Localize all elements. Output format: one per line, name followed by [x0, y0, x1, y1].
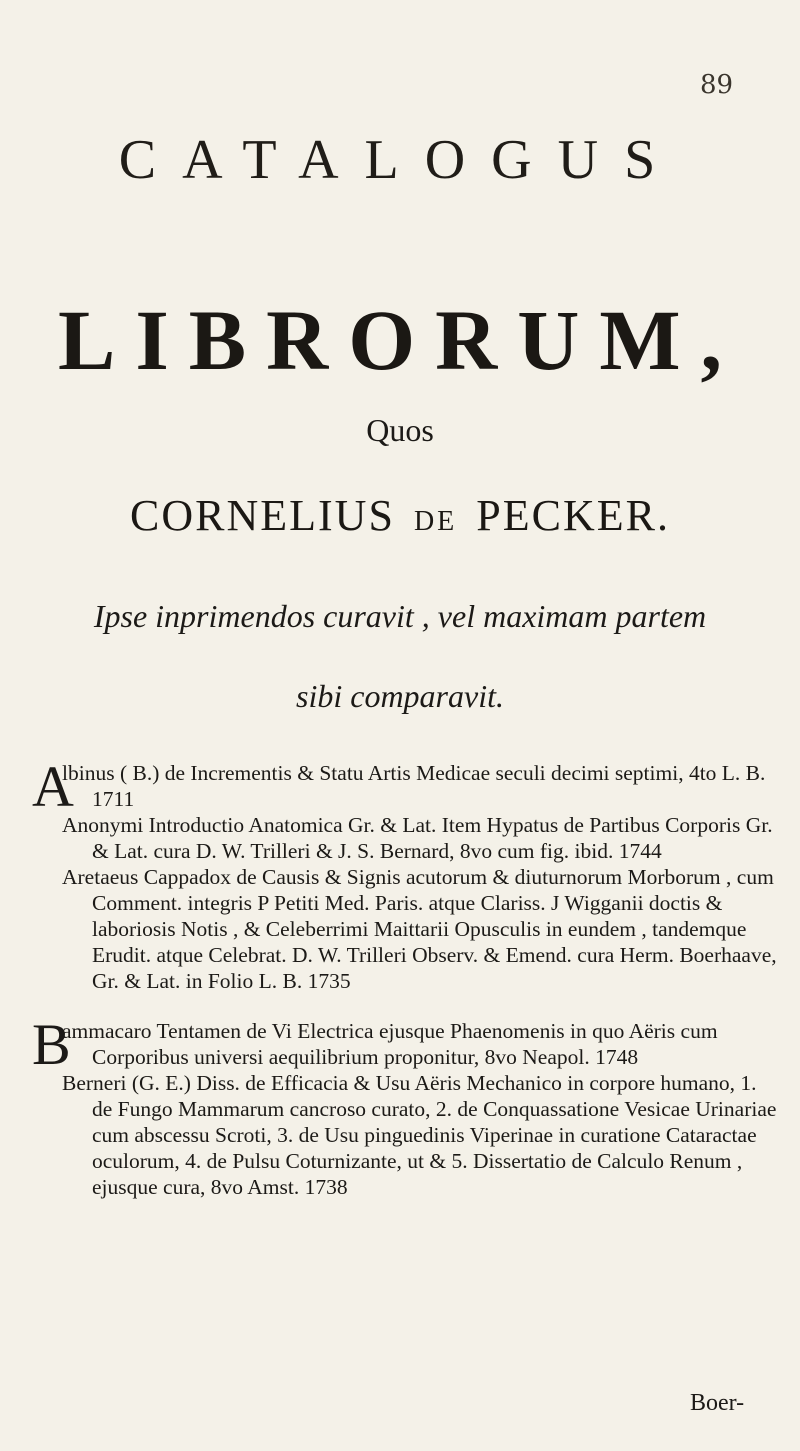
- drop-cap: A: [32, 754, 74, 819]
- subtitle-line-1: Ipse inprimendos curavit , vel maximam partem: [93, 598, 707, 634]
- editor-name: [0, 490, 800, 541]
- editor-particle: DE: [413, 506, 458, 537]
- title-catalogus: CATALOGUS: [118, 129, 682, 191]
- subtitle-line-2: sibi comparavit.: [296, 678, 504, 714]
- entry-group-b: [32, 1012, 782, 1200]
- catchword: Boer-: [690, 1390, 745, 1416]
- title-librorum: LIBRORUM,: [57, 292, 743, 388]
- catalogue-entries: [32, 754, 782, 1224]
- page-number: 89: [700, 70, 734, 100]
- catalogue-entry: Aretaeus Cappadox de Causis & Signis acutorum & diuturnorum Morborum , cum Comment. integris P Petiti Med. Paris. atque Clariss. J Wigganii doctis & laboriosis Notis , & Celeberrimi Maittarii Opusculis in eundem , tandemque Erudit. atque Celebrat. D. W. Trilleri Observ. & Emend. cura Herm. Boerhaave, Gr. & Lat. in Folio L. B. 1735: [62, 865, 777, 993]
- editor-first-name: CORNELIUS: [130, 491, 395, 540]
- entry-group-a: [32, 754, 782, 994]
- catalogue-entry: A lbinus ( B.) de Incrementis & Statu Artis Medicae seculi decimi septimi, 4to L. B. 1711: [32, 754, 766, 819]
- drop-cap: B: [32, 1012, 71, 1077]
- catalogue-entry: Berneri (G. E.) Diss. de Efficacia & Usu Aëris Mechanico in corpore humano, 1. de Fungo Mammarum cancroso curato, 2. de Conquassatione Vesicae Urinariae cum abscessu Scroti, 3. de Usu pinguedinis Viperinae in curatione Cataractae oculorum, 4. de Pulsu Coturnizante, ut & 5. Dissertatio de Calculo Renum , ejusque cura, 8vo Amst. 1738: [62, 1071, 777, 1199]
- editor-last-name: PECKER.: [476, 491, 670, 540]
- catalogue-entry: B ammacaro Tentamen de Vi Electrica ejusque Phaenomenis in quo Aëris cum Corporibus universi aequilibrium proponitur, 8vo Neapol. 1748: [32, 1012, 718, 1077]
- quos-line: Quos: [366, 412, 434, 448]
- catalogue-entry: Anonymi Introductio Anatomica Gr. & Lat. Item Hypatus de Partibus Corporis Gr. & Lat. cura D. W. Trilleri & J. S. Bernard, 8vo cum fig. ibid. 1744: [62, 813, 773, 863]
